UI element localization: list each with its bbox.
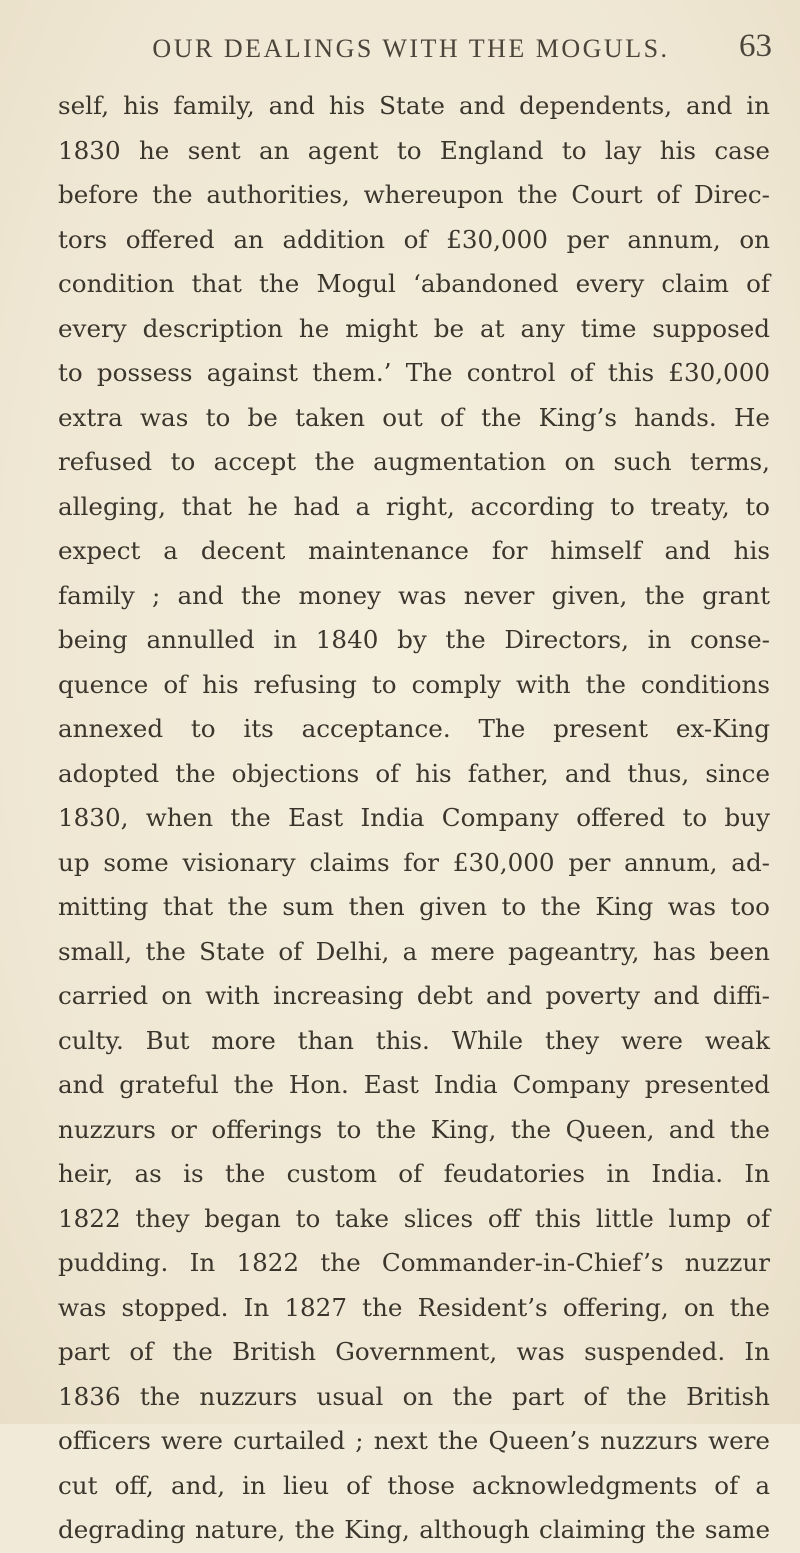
text-line: expect a decent maintenance for himself and his — [58, 536, 770, 565]
text-line: to possess against them.’ The control of this £30,000 — [58, 358, 770, 387]
text-line: family ; and the money was never given, the grant — [58, 580, 770, 610]
text-line: 1822 they began to take slices off this little lump of — [58, 1203, 770, 1233]
text-line: 1836 the nuzzurs usual on the part of the British — [58, 1381, 770, 1411]
text-line: being annulled in 1840 by the Directors, in conse- — [58, 625, 770, 654]
text-line: and grateful the Hon. East India Company presented — [58, 1070, 770, 1099]
text-line: tors offered an addition of £30,000 per annum, on — [58, 224, 770, 254]
text-line: quence of his refusing to comply with the conditions — [58, 669, 770, 699]
body-text — [58, 84, 770, 1553]
text-line: pudding. In 1822 the Commander-in-Chief’s nuzzur — [58, 1248, 770, 1277]
text-line: 1830, when the East India Company offered to buy — [58, 803, 770, 832]
text-line: part of the British Government, was suspended. In — [58, 1337, 770, 1366]
text-line: culty. But more than this. While they were weak — [58, 1025, 770, 1055]
text-line: degrading nature, the King, although claiming the same — [58, 1515, 770, 1544]
text-line: heir, as is the custom of feudatories in India. In — [58, 1159, 770, 1188]
text-line: nuzzurs or offerings to the King, the Queen, and the — [58, 1114, 770, 1144]
text-line: alleging, that he had a right, according to treaty, to — [58, 491, 770, 521]
page-number: 63 — [739, 28, 772, 64]
text-line: small, the State of Delhi, a mere pageantry, has been — [58, 936, 770, 966]
text-line: 1830 he sent an agent to England to lay his case — [58, 135, 770, 165]
text-line: adopted the objections of his father, and thus, since — [58, 758, 770, 788]
text-line: was stopped. In 1827 the Resident’s offering, on the — [58, 1292, 770, 1322]
text-line: officers were curtailed ; next the Queen’s nuzzurs were — [58, 1426, 770, 1455]
text-line: before the authorities, whereupon the Court of Direc- — [58, 180, 770, 209]
text-line: annexed to its acceptance. The present ex-King — [58, 714, 770, 743]
text-line: condition that the Mogul ‘abandoned every claim of — [58, 269, 770, 298]
text-line: every description he might be at any time supposed — [58, 313, 770, 343]
text-line: cut off, and, in lieu of those acknowledgments of a — [58, 1470, 770, 1500]
running-head — [50, 28, 772, 72]
text-line: extra was to be taken out of the King’s hands. He — [58, 402, 770, 432]
text-line: up some visionary claims for £30,000 per annum, ad- — [58, 847, 770, 877]
text-line: carried on with increasing debt and poverty and diffi- — [58, 981, 770, 1010]
text-line: mitting that the sum then given to the King was too — [58, 892, 770, 921]
text-line: self, his family, and his State and dependents, and in — [58, 91, 770, 120]
running-title: OUR DEALINGS WITH THE MOGULS. — [152, 34, 670, 63]
text-line: refused to accept the augmentation on such terms, — [58, 447, 770, 476]
